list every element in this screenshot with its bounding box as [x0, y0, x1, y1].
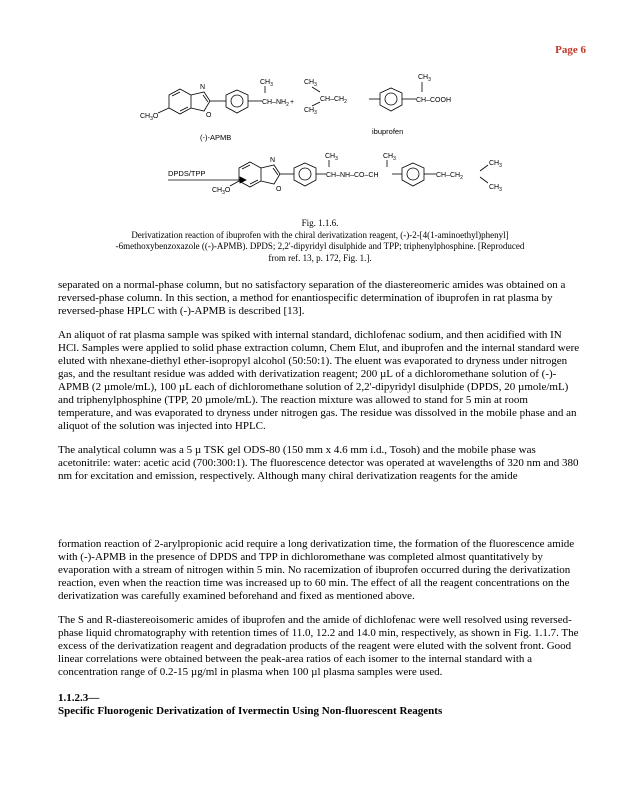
apmb-phenyl-ring: [226, 90, 248, 113]
apmb-label: (-)-APMB: [200, 133, 232, 142]
product-methyl-2: $CH_3$: [383, 153, 396, 162]
product-phenyl-ring: [294, 163, 316, 186]
product-methoxy: $CH_3O$: [212, 187, 231, 196]
reaction-scheme: [140, 62, 520, 212]
product-methyl-1: $CH_3$: [325, 153, 338, 162]
paragraph-5: The S and R-diastereoisomeric amides of ibuprofen and the amide of dichlofenac were well resolved using reversed-phase liquid chromatography with retention times of 11.0, 12.2 and 14.0 min, respectively, as shown in Fig. 1.1.7. The excess of the derivatization reagent and degradation products of the reagent were eluted with the solvent front. Good linear correlations were obtained between the peak-area ratios of each isomer to the internal standard with a concentration range of 0.2-15 µg/ml in plasma when 100 µl plasma samples were used.: [58, 614, 579, 678]
methyl-label: $CH_3$: [260, 79, 273, 88]
apmb-benzene-ring: [169, 89, 191, 114]
ch-nh2-label: $CH-NH_2$: [262, 99, 289, 108]
atom-o-label: O: [206, 112, 212, 119]
apmb-oxazole-ring: [191, 92, 210, 111]
product-methyl-4: $CH_3$: [489, 184, 502, 193]
figure-number: Fig. 1.1.6.: [301, 218, 339, 228]
plus-sign: +: [290, 99, 295, 106]
ibuprofen-label: ibuprofen: [372, 127, 404, 136]
methoxy-label: $CH_3O$: [140, 113, 159, 122]
isobutyl-methyl-top: $CH_3$: [304, 79, 317, 88]
paragraph-1: separated on a normal-phase column, but no satisfactory separation of the diastereomeric amides was obtained on a reversed-phase column. In this section, a method for enantiospecific determination of ibuprofen in rat plasma by reversed-phase HPLC with (-)-APMB is described [13].: [58, 279, 566, 317]
product-methyl-3: $CH_3$: [489, 160, 502, 169]
ch-cooh-label: CH–COOH: [416, 97, 452, 104]
product-oxazole-ring: [261, 165, 280, 184]
product-ch2-ch: $CH-CH_2$: [436, 172, 463, 181]
section-number: 1.1.2.3—: [58, 692, 100, 704]
product-benzene-ring: [239, 162, 261, 187]
product-atom-o: O: [276, 186, 282, 193]
ibuprofen-methyl: $CH_3$: [418, 74, 431, 83]
atom-n-label: N: [200, 84, 206, 91]
paragraph-4: formation reaction of 2-arylpropionic acid require a long derivatization time, the formation of the fluorescence amide with (-)-APMB in the presence of DPDS and TPP in dichloromethane was completed almost quantitatively by evaporation with a stream of nitrogen within 5 min. No racemization of ibuprofen occurred during the derivatization reaction, even when the reaction time was increased up to 60 min. The effect of all the reagent concentrations on the derivatization was carefully examined beforehand and fixed as mentioned above.: [58, 538, 575, 602]
figure-caption: [110, 218, 530, 264]
isobutyl-methyl-bottom: $CH_3$: [304, 107, 317, 116]
conditions-label: DPDS/TPP: [168, 169, 206, 178]
amide-linkage: CH–NH–CO–CH: [326, 172, 379, 179]
isobutyl-ch-ch2: $CH-CH_2$: [320, 96, 347, 105]
body-text-lower: [58, 538, 584, 718]
section-heading: [58, 692, 584, 718]
page-number: Page 6: [555, 44, 586, 56]
product-ibuprofen-ring: [402, 163, 424, 186]
paragraph-2: An aliquot of rat plasma sample was spiked with internal standard, dichlofenac sodium, and then acidified with IN HCl. Samples were applied to solid phase extraction column, Chem Elut, and ibuprofen and the internal standard were eluted with nhexane-diethyl ether-isopropyl alcohol (50:50:1). The eluent was evaporated to dryness under nitrogen gas, and the resultant residue was added with derivatization reagent; 200 µL of a dichloromethane solution of (-)-APMB (2 µmole/mL), 100 µL each of dichloromethane solution of 2,2'-dipyridyl disulphide (DPDS, 20 µmole/mL) and triphenylphosphine (TPP, 20 µmole/mL). The reaction mixture was allowed to stand for 5 min at room temperature, and was evaporated to dryness under nitrogen gas. The residue was dissolved in the mobile phase and an aliquot of the solution was injected into HPLC.: [58, 329, 580, 432]
paragraph-3: The analytical column was a 5 µ TSK gel ODS-80 (150 mm x 4.6 mm i.d., Tosoh) and the mobile phase was acetonitrile: water: acetic acid (700:300:1). The fluorescence detector was operated at wavelengths of 320 nm and 380 nm for excitation and emission, respectively. Although many chiral derivatization reagents for the amide: [58, 444, 579, 482]
ibuprofen-phenyl-ring: [380, 88, 402, 111]
product-atom-n: N: [270, 157, 276, 164]
body-text-upper: [58, 279, 584, 483]
section-title: Specific Fluorogenic Derivatization of Ivermectin Using Non-fluorescent Reagents: [58, 705, 443, 717]
figure-caption-text: Derivatization reaction of ibuprofen with the chiral derivatization reagent, (-)-2-[4(1-aminoethyl)phenyl] -6methoxybenzoxazole ((-)-APMB). DPDS; 2,2'-dipyridyl disulphide and TPP; triphenylphosphine. [Reproduced from ref. 13, p. 172, Fig. 1.].: [115, 229, 525, 263]
